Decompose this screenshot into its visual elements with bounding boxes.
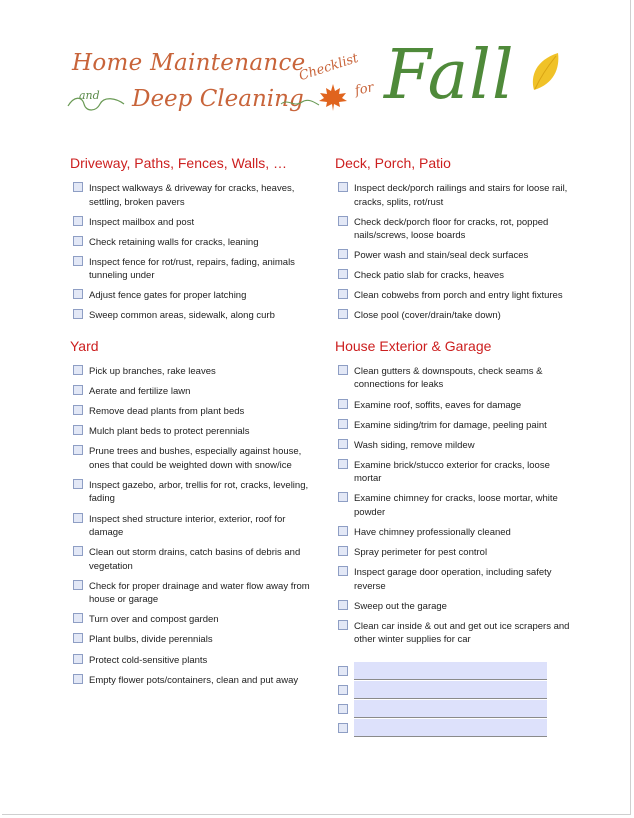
checkbox[interactable]	[73, 425, 83, 435]
checklist-item	[335, 546, 570, 560]
checkbox[interactable]	[338, 216, 348, 226]
checklist-item	[70, 654, 310, 668]
item-label: Inspect walkways & driveway for cracks, heaves, settling, broken pavers	[89, 183, 295, 208]
checklist-item	[335, 419, 570, 433]
section-title: House Exterior & Garage	[335, 337, 492, 354]
checklist-item	[70, 445, 310, 472]
checkbox[interactable]	[338, 439, 348, 449]
checkbox[interactable]	[73, 405, 83, 415]
checklist-item	[335, 399, 570, 413]
item-label: Pick up branches, rake leaves	[89, 365, 216, 377]
checklist-item	[70, 513, 310, 540]
blank-item-field[interactable]	[354, 700, 547, 718]
checkbox[interactable]	[73, 385, 83, 395]
checklist-item	[335, 269, 570, 283]
checklist-item	[70, 256, 310, 283]
item-label: Power wash and stain/seal deck surfaces	[354, 250, 529, 262]
checkbox[interactable]	[338, 723, 348, 733]
title-home-maintenance: Home Maintenance	[72, 50, 306, 76]
checklist-item	[335, 216, 570, 243]
right-column	[335, 154, 570, 737]
checkbox[interactable]	[73, 613, 83, 623]
yellow-leaf-icon	[528, 50, 562, 92]
checklist-item	[335, 365, 570, 392]
section-deck-porch-patio	[335, 154, 570, 323]
item-label: Examine chimney for cracks, loose mortar, white powder	[354, 493, 558, 518]
item-label: Check deck/porch floor for cracks, rot, popped nails/screws, loose boards	[354, 216, 549, 242]
item-label: Sweep common areas, sidewalk, along curb	[89, 310, 275, 322]
checkbox[interactable]	[73, 580, 83, 590]
checklist-item	[70, 385, 310, 399]
checklist-item	[335, 182, 570, 209]
checkbox[interactable]	[338, 419, 348, 429]
item-label: Empty flower pots/containers, clean and put away	[89, 674, 299, 686]
checkbox[interactable]	[73, 654, 83, 664]
checkbox[interactable]	[73, 513, 83, 523]
checkbox[interactable]	[73, 256, 83, 266]
blank-item	[335, 661, 570, 680]
checklist-page	[2, 0, 631, 815]
section-driveway	[70, 154, 310, 323]
checklist-item	[335, 566, 570, 593]
checkbox[interactable]	[73, 309, 83, 319]
item-label: Inspect deck/porch railings and stairs for loose rail, cracks, splits, rot/rust	[354, 183, 568, 208]
item-label: Aerate and fertilize lawn	[89, 386, 191, 398]
item-label: Clean out storm drains, catch basins of debris and vegetation	[89, 547, 301, 572]
checkbox[interactable]	[338, 399, 348, 409]
swirl-ornament-icon	[66, 94, 126, 116]
checkbox[interactable]	[73, 546, 83, 556]
checkbox[interactable]	[73, 479, 83, 489]
checkbox[interactable]	[73, 182, 83, 192]
item-label: Inspect mailbox and post	[89, 216, 195, 228]
item-label: Wash siding, remove mildew	[354, 439, 475, 451]
checkbox[interactable]	[338, 459, 348, 469]
checklist-item	[335, 620, 570, 647]
checkbox[interactable]	[338, 600, 348, 610]
left-column	[70, 154, 310, 697]
checkbox[interactable]	[338, 704, 348, 714]
title-deep-cleaning: Deep Cleaning	[132, 86, 304, 112]
section-house-exterior-garage	[335, 337, 570, 647]
item-label: Have chimney professionally cleaned	[354, 527, 511, 539]
title-checklist: Checklist	[297, 50, 361, 85]
checklist-item	[335, 459, 570, 486]
checkbox[interactable]	[338, 685, 348, 695]
checklist-item	[335, 309, 570, 323]
blank-item-field[interactable]	[354, 662, 547, 680]
item-label: Inspect gazebo, arbor, trellis for rot, cracks, leveling, fading	[89, 479, 309, 505]
checklist-item	[70, 236, 310, 250]
checkbox[interactable]	[338, 492, 348, 502]
item-label: Examine siding/trim for damage, peeling paint	[354, 419, 547, 431]
checkbox[interactable]	[73, 216, 83, 226]
checklist-item	[70, 546, 310, 573]
item-label: Examine brick/stucco exterior for cracks, loose mortar	[354, 459, 550, 485]
checkbox[interactable]	[338, 526, 348, 536]
item-label: Prune trees and bushes, especially against house, ones that could be weighted down with snow/ice	[89, 446, 302, 471]
blank-item	[335, 718, 570, 737]
item-label: Clean gutters & downspouts, check seams & connections for leaks	[354, 365, 543, 391]
item-label: Close pool (cover/drain/take down)	[354, 310, 501, 322]
checklist-item	[70, 365, 310, 379]
checklist-item	[70, 479, 310, 506]
item-label: Plant bulbs, divide perennials	[89, 634, 213, 646]
item-label: Check patio slab for cracks, heaves	[354, 270, 504, 282]
checkbox[interactable]	[73, 445, 83, 455]
item-label: Check for proper drainage and water flow away from house or garage	[89, 580, 310, 606]
checkbox[interactable]	[73, 289, 83, 299]
item-label: Inspect garage door operation, including safety reverse	[354, 567, 552, 592]
section-title: Driveway, Paths, Fences, Walls, …	[70, 155, 288, 171]
item-label: Sweep out the garage	[354, 600, 447, 612]
checkbox[interactable]	[338, 566, 348, 576]
checkbox[interactable]	[338, 249, 348, 259]
maple-leaf-icon	[316, 82, 350, 112]
item-label: Check retaining walls for cracks, leaning	[89, 236, 259, 248]
checklist-item	[335, 439, 570, 453]
item-label: Mulch plant beds to protect perennials	[89, 426, 250, 438]
checklist-item	[70, 425, 310, 439]
item-label: Protect cold-sensitive plants	[89, 654, 208, 666]
checklist-item	[335, 492, 570, 519]
blank-item	[335, 680, 570, 699]
checkbox[interactable]	[338, 365, 348, 375]
checklist-item	[70, 309, 310, 323]
blank-item-field[interactable]	[354, 681, 547, 699]
title-and: and	[79, 89, 100, 102]
checklist-item	[70, 674, 310, 688]
checkbox[interactable]	[73, 236, 83, 246]
checkbox[interactable]	[338, 182, 348, 192]
checklist-item	[70, 289, 310, 303]
checklist-item	[70, 216, 310, 230]
checklist-item	[335, 249, 570, 263]
checkbox[interactable]	[338, 269, 348, 279]
checkbox[interactable]	[73, 633, 83, 643]
checkbox[interactable]	[73, 365, 83, 375]
item-label: Inspect fence for rot/rust, repairs, fading, animals tunneling under	[89, 256, 295, 282]
checkbox[interactable]	[338, 309, 348, 319]
checkbox[interactable]	[338, 666, 348, 676]
item-label: Clean cobwebs from porch and entry light fixtures	[354, 290, 563, 302]
checklist-item	[70, 633, 310, 647]
item-label: Examine roof, soffits, eaves for damage	[354, 399, 522, 411]
page-header	[2, 0, 630, 140]
swirl-ornament-icon	[280, 96, 320, 110]
blank-items	[335, 661, 570, 737]
section-title: Yard	[70, 337, 99, 354]
checkbox[interactable]	[338, 620, 348, 630]
checklist-item	[70, 405, 310, 419]
blank-item-field[interactable]	[354, 719, 547, 737]
checkbox[interactable]	[73, 674, 83, 684]
item-label: Turn over and compost garden	[89, 614, 219, 626]
checkbox[interactable]	[338, 289, 348, 299]
checklist-item	[335, 526, 570, 540]
checklist-item	[335, 289, 570, 303]
checklist-item	[70, 613, 310, 627]
blank-item	[335, 699, 570, 718]
checklist-item	[335, 600, 570, 614]
item-label: Adjust fence gates for proper latching	[89, 290, 247, 302]
item-label: Clean car inside & out and get out ice scrapers and other winter supplies for car	[354, 620, 570, 646]
item-label: Remove dead plants from plant beds	[89, 406, 245, 418]
section-title: Deck, Porch, Patio	[335, 155, 451, 171]
title-for: for	[353, 80, 376, 99]
item-label: Inspect shed structure interior, exterior, roof for damage	[89, 513, 286, 539]
checklist-item	[70, 580, 310, 607]
item-label: Spray perimeter for pest control	[354, 547, 488, 559]
title-fall: Fall	[384, 36, 515, 115]
checklist-item	[70, 182, 310, 209]
section-yard	[70, 337, 310, 687]
checkbox[interactable]	[338, 546, 348, 556]
